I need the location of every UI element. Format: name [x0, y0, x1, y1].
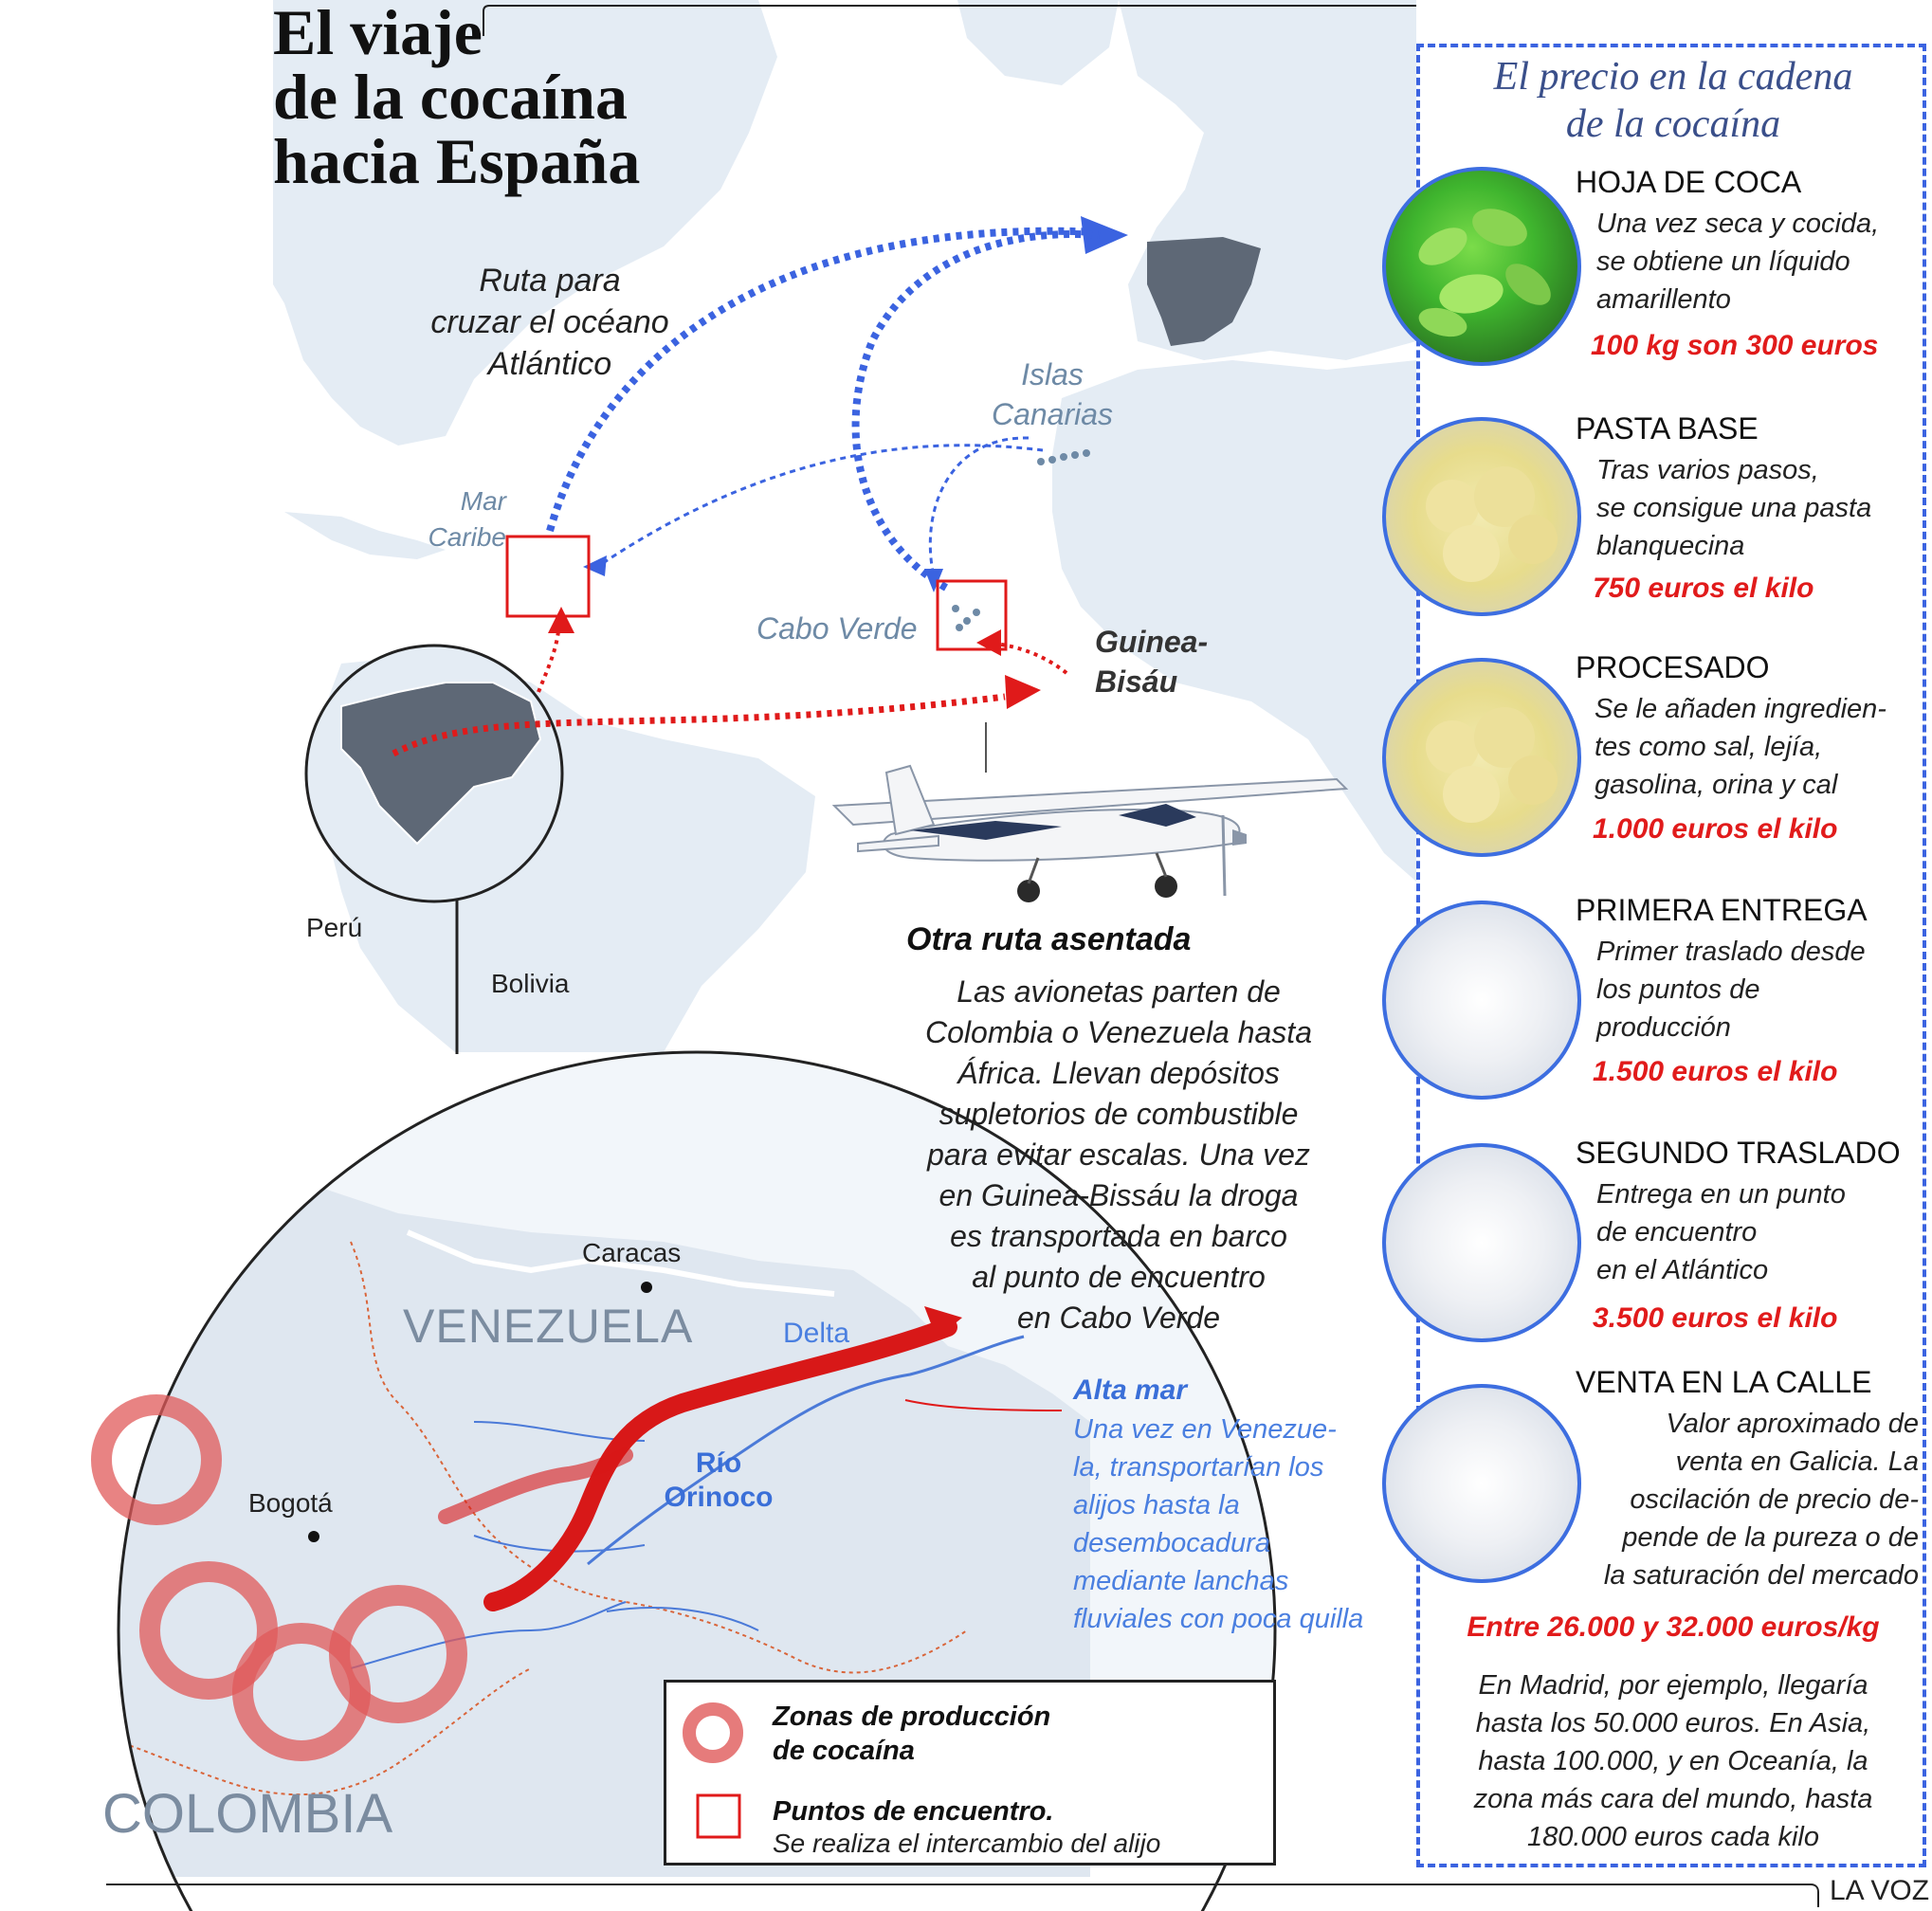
alta-mar-line: la, transportarían los — [1073, 1452, 1324, 1483]
alta-mar-line: fluviales con poca quilla — [1073, 1604, 1364, 1634]
stage-price-segundo-traslado: 3.500 euros el kilo — [1593, 1302, 1838, 1334]
stage-price-primera-entrega: 1.500 euros el kilo — [1593, 1056, 1838, 1087]
stage-title-primera-entrega: PRIMERA ENTREGA — [1576, 893, 1868, 927]
mar-caribe-line: Mar — [460, 486, 506, 516]
stage-desc-line: los puntos de — [1596, 974, 1760, 1005]
processed-chunks-icon — [1386, 662, 1581, 857]
mar-caribe-line: Caribe — [428, 522, 506, 552]
story-line: es transportada en barco — [950, 1219, 1287, 1253]
south-america-africa-arrowhead — [1005, 675, 1041, 709]
stage-desc-line: Tras varios pasos, — [1596, 455, 1819, 485]
story-line: África. Llevan depósitos — [957, 1056, 1280, 1090]
price-panel-title-line: El precio en la cadena — [1493, 55, 1853, 99]
legend-points-title: Puntos de encuentro. — [773, 1796, 1054, 1827]
stage-desc-pasta-base — [1596, 451, 1871, 565]
islas-canarias-line: Islas — [1021, 357, 1084, 391]
rio-orinoco-label — [652, 1447, 785, 1515]
title-line: El viaje — [273, 0, 483, 68]
caracas-dot — [641, 1282, 652, 1293]
stage-desc-line: blanquecina — [1596, 531, 1745, 561]
canarias-caribe-arrowhead — [583, 555, 607, 576]
stage-desc-line: la saturación del mercado — [1603, 1560, 1919, 1591]
stage-desc-line: amarillento — [1596, 284, 1731, 315]
stage-title-segundo-traslado: SEGUNDO TRASLADO — [1576, 1136, 1901, 1170]
mar-caribe-label — [402, 483, 506, 555]
guinea-bisau-line: Guinea- — [1095, 625, 1209, 659]
story-line: Colombia o Venezuela hasta — [925, 1015, 1312, 1049]
airplane-illustration — [834, 766, 1346, 902]
stage-desc-line: Una vez seca y cocida, — [1596, 209, 1880, 239]
route-label — [389, 260, 711, 385]
bottom-rule — [106, 1884, 1818, 1907]
greenland-landmass — [957, 0, 1119, 85]
brand-label: LA VOZ — [1830, 1875, 1930, 1906]
stage-desc-line: Se le añaden ingredien- — [1595, 694, 1886, 724]
stage-desc-hoja-de-coca — [1596, 205, 1879, 318]
story-text — [896, 972, 1341, 1338]
coca-leaf-photo — [1382, 167, 1581, 366]
price-panel-title — [1427, 53, 1920, 148]
stage-desc-line: se consigue una pasta — [1596, 493, 1872, 523]
delta-label: Delta — [783, 1318, 850, 1349]
guinea-bisau-line: Bisáu — [1095, 664, 1178, 699]
footer-note-line: hasta 100.000, y en Oceanía, la — [1478, 1746, 1868, 1776]
procesado-photo — [1382, 658, 1581, 857]
title-line: hacia España — [273, 125, 641, 197]
story-line: supletorios de combustible — [939, 1097, 1299, 1131]
footer-note-line: En Madrid, por ejemplo, llegaría — [1478, 1670, 1868, 1701]
bolivia-label: Bolivia — [491, 969, 570, 998]
primera-entrega-photo — [1382, 901, 1581, 1100]
page-title — [273, 0, 641, 197]
route-label-line: Atlántico — [487, 346, 612, 382]
stage-price-hoja-de-coca: 100 kg son 300 euros — [1591, 330, 1879, 361]
story-line: al punto de encuentro — [972, 1260, 1266, 1294]
footer-note-line: hasta los 50.000 euros. En Asia, — [1475, 1708, 1871, 1738]
stage-desc-line: Primer traslado desde — [1596, 937, 1866, 967]
guinea-bisau-label — [1095, 622, 1208, 701]
bogota-label: Bogotá — [248, 1488, 333, 1518]
stage-desc-line: venta en Galicia. La — [1675, 1447, 1919, 1477]
stage-price-procesado: 1.000 euros el kilo — [1593, 813, 1838, 845]
stage-desc-procesado — [1595, 690, 1886, 804]
stage-desc-line: pende de la pureza o de — [1622, 1522, 1919, 1553]
rio-orinoco-line: Orinoco — [664, 1482, 774, 1513]
islas-canarias-label — [967, 355, 1138, 434]
price-panel-title-line: de la cocaína — [1565, 102, 1781, 146]
guinea-caboverde-arrowhead — [976, 629, 1001, 656]
stage-desc-line: Entrega en un punto — [1596, 1179, 1846, 1210]
price-footer-note — [1427, 1666, 1920, 1856]
stage-desc-line: Valor aproximado de — [1666, 1409, 1919, 1439]
stage-price-pasta-base: 750 euros el kilo — [1593, 573, 1814, 604]
rio-orinoco-line: Río — [695, 1447, 742, 1479]
stage-desc-line: oscilación de precio de- — [1630, 1484, 1919, 1515]
title-line: de la cocaína — [273, 61, 628, 133]
stage-desc-venta-en-la-calle — [1545, 1405, 1919, 1594]
stage-title-pasta-base: PASTA BASE — [1576, 411, 1759, 446]
stage-desc-line: se obtiene un líquido — [1596, 246, 1850, 277]
stage-price-venta-en-la-calle: Entre 26.000 y 32.000 euros/kg — [1467, 1611, 1880, 1643]
stage-title-procesado: PROCESADO — [1576, 650, 1770, 684]
stage-title-venta-en-la-calle: VENTA EN LA CALLE — [1576, 1365, 1872, 1399]
stage-desc-segundo-traslado — [1596, 1175, 1846, 1289]
alta-mar-title: Alta mar — [1073, 1374, 1188, 1406]
route-label-line: cruzar el océano — [430, 304, 669, 340]
story-line: para evitar escalas. Una vez — [927, 1138, 1310, 1172]
legend-zones-title — [773, 1700, 1050, 1768]
colombia-label: COLOMBIA — [102, 1783, 393, 1845]
stage-desc-line: tes como sal, lejía, — [1595, 732, 1823, 762]
venezuela-label: VENEZUELA — [403, 1300, 694, 1353]
alta-mar-line: mediante lanchas — [1073, 1566, 1289, 1596]
route-label-line: Ruta para — [479, 263, 621, 299]
story-title: Otra ruta asentada — [906, 921, 1192, 957]
meeting-point-caribe — [507, 537, 589, 616]
story-line: en Cabo Verde — [1016, 1301, 1221, 1335]
footer-note-line: zona más cara del mundo, hasta — [1473, 1784, 1873, 1814]
legend — [664, 1680, 1276, 1866]
bogota-dot — [308, 1531, 319, 1542]
islas-canarias-line: Canarias — [991, 397, 1114, 431]
alta-mar-line: alijos hasta la — [1073, 1490, 1240, 1520]
peru-label: Perú — [306, 913, 363, 942]
meeting-point-legend-icon — [695, 1793, 742, 1840]
story-line: en Guinea-Bissáu la droga — [939, 1178, 1299, 1212]
segundo-traslado-photo — [1382, 1143, 1581, 1342]
stage-desc-primera-entrega — [1596, 933, 1866, 1046]
stage-desc-line: de encuentro — [1596, 1217, 1758, 1247]
legend-zones-line: Zonas de producción — [773, 1702, 1051, 1732]
story-line: Las avionetas parten de — [957, 974, 1281, 1009]
canarias-caribe-route — [597, 446, 1043, 567]
cabo-verde-label: Cabo Verde — [756, 611, 918, 646]
stage-desc-line: producción — [1596, 1012, 1731, 1043]
production-zone-legend-icon — [680, 1700, 746, 1766]
footer-note-line: 180.000 euros cada kilo — [1527, 1822, 1819, 1852]
stage-desc-line: gasolina, orina y cal — [1595, 770, 1838, 800]
cabo-verde-islands — [952, 605, 980, 631]
alta-mar-line: Una vez en Venezue- — [1073, 1414, 1337, 1445]
pasta-chunks-icon — [1386, 421, 1581, 616]
coca-leaves-icon — [1386, 171, 1581, 366]
canarias-caboverde-route — [930, 438, 1029, 576]
caribe-up-arrowhead — [548, 607, 574, 633]
alta-mar-text — [1073, 1410, 1363, 1638]
legend-points-sub: Se realiza el intercambio del alijo — [773, 1829, 1161, 1858]
stage-desc-line: en el Atlántico — [1596, 1255, 1769, 1285]
alta-mar-line: desembocadura — [1073, 1528, 1270, 1558]
stage-title-hoja-de-coca: HOJA DE COCA — [1576, 165, 1802, 199]
caracas-label: Caracas — [582, 1238, 682, 1267]
legend-zones-line: de cocaína — [773, 1736, 915, 1766]
pasta-base-photo — [1382, 417, 1581, 616]
